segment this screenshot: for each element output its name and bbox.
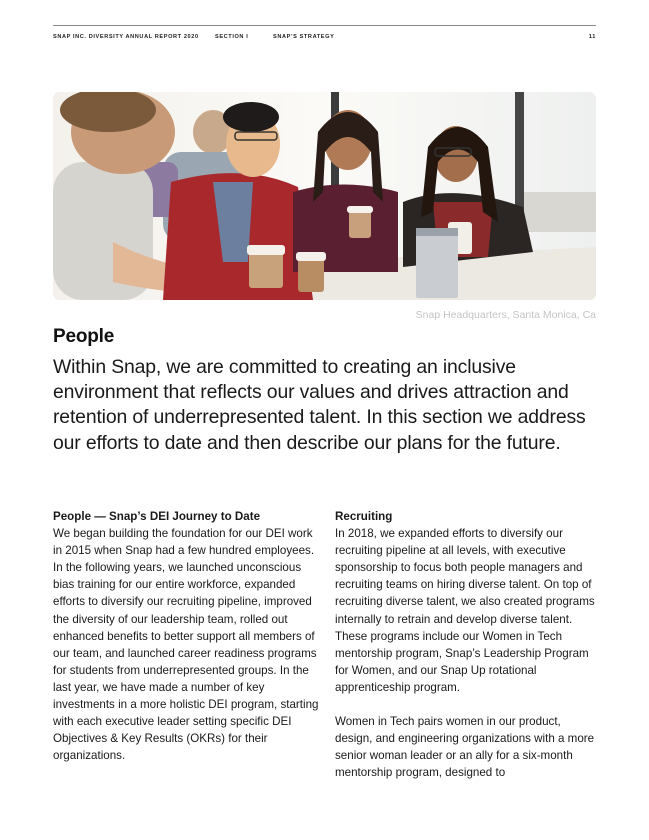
column-recruiting: [335, 508, 600, 782]
report-title: SNAP INC. DIVERSITY ANNUAL REPORT 2020: [53, 34, 199, 40]
lead-paragraph: Within Snap, we are committed to creating an inclusive environment that reflects our values and drives attraction and retention of underrepresented talent. In this section we address our efforts to date and then describe our plans for the future.: [53, 356, 586, 454]
photo-caption: Snap Headquarters, Santa Monica, Ca: [415, 309, 596, 321]
header-rule: [53, 25, 596, 26]
recruiting-paragraph-2: Women in Tech pairs women in our product, design, and engineering organizations with a more senior woman leader or an ally for a six-month mentorship program, designed to: [335, 715, 595, 780]
page-number: 11: [588, 34, 596, 40]
team-photo: [53, 92, 596, 300]
dei-journey-heading: People — Snap’s DEI Journey to Date: [53, 510, 261, 523]
recruiting-paragraph-1: In 2018, we expanded efforts to diversify our recruiting pipeline at all levels, with executive sponsorship to focus both people managers and recruiting teams on hiring diverse talent. On top of recruiting diverse talent, we also created programs internally to retrain and develop diverse talent. These programs include our Women in Tech mentorship program, Snap’s Leadership Program for Women, and our Snap Up rotational apprenticeship program.: [335, 527, 595, 694]
photo-illustration: [53, 92, 596, 300]
section-name: SNAP’S STRATEGY: [273, 34, 335, 40]
recruiting-heading: Recruiting: [335, 510, 393, 523]
column-dei-journey: [53, 508, 321, 764]
dei-journey-paragraph: We began building the foundation for our DEI work in 2015 when Snap had a few hundred employees. In the following years, we launched unconscious bias training for our entire workforce, expanded efforts to diversify our recruiting pipeline, improved the diversity of our leadership team, rolled out enhanced benefits to better support all members of our team, and launched career readiness programs for students from underrepresented groups. In the last year, we have made a number of key investments in a more holistic DEI program, starting with each executive leader setting specific DEI Objectives & Key Results (OKRs) for their organizations.: [53, 527, 319, 763]
section-label: SECTION I: [215, 34, 249, 40]
section-title: People: [53, 326, 115, 347]
